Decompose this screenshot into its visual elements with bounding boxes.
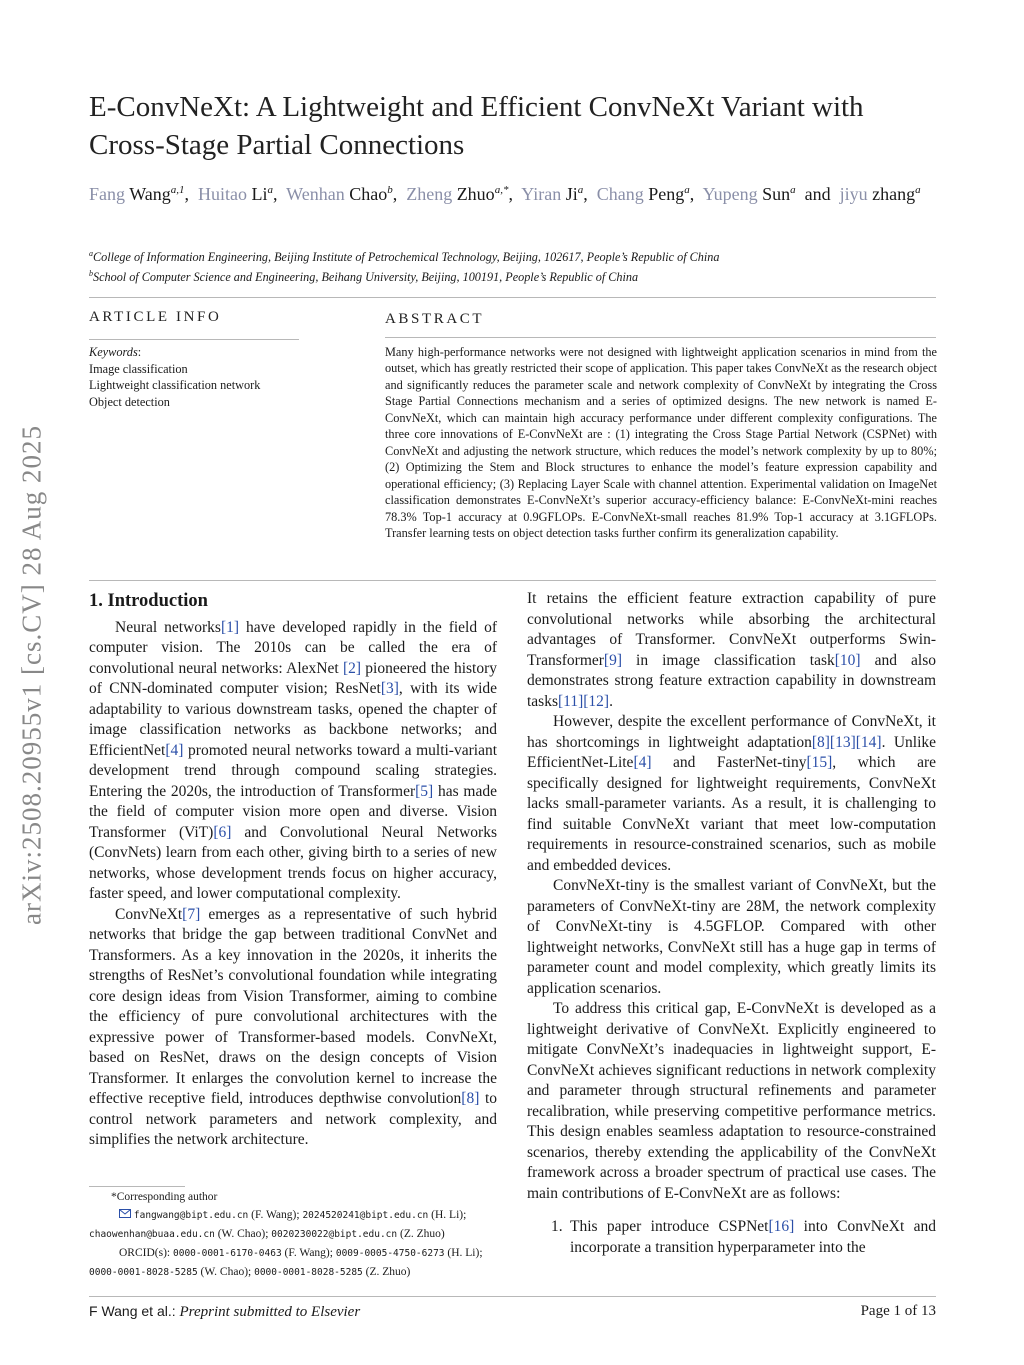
author-given-name: Fang xyxy=(89,184,125,204)
email-owner: (Z. Zhuo) xyxy=(397,1228,445,1240)
author-given-name: jiyu xyxy=(839,184,868,204)
citation-link[interactable]: [6] xyxy=(213,823,232,841)
affiliation-text: College of Information Engineering, Beijing Institute of Petrochemical Technology, Beijing, 102617, People’s Republic of China xyxy=(93,250,720,265)
body-paragraph xyxy=(89,905,497,1151)
author-given-name: Yiran xyxy=(521,184,562,204)
author-affiliation-marker: b xyxy=(387,184,393,196)
body-divider xyxy=(89,580,936,581)
citation-link[interactable]: [4] xyxy=(165,741,184,759)
text-run: It retains the efficient feature extraction capability of pure convolutional networks while absorbing the architectural advantages of Transformer. ConvNeXt outperforms Swin-Transformer xyxy=(527,590,936,669)
orcid-id[interactable]: 0000-0001-6170-0463 xyxy=(173,1248,282,1259)
text-run: This paper introduce CSPNet xyxy=(570,1218,769,1235)
email-owner: (F. Wang); xyxy=(248,1209,303,1221)
text-run: emerges as a representative of such hybrid networks that bridge the gap between traditional ConvNet and Transformers. As a key innovation in the 2020s, it inherits the strengths of ResNet’s convolutional foundation while integrating core design ideas from Vision Transformer, aiming to combine the efficiency of pure convolutional architectures with the expressive power of Transformer-based models. ConvNeXt, based on ResNet, draws on the design concepts of Vision Transformer. It enlarges the convolution kernel to increase the effective receptive field, introduces depthwise convolution xyxy=(89,905,497,1107)
body-paragraph xyxy=(527,589,936,712)
contribution-number: 1. xyxy=(551,1218,563,1235)
arxiv-identifier: arXiv:2508.20955v1 [cs.CV] 28 Aug 2025 xyxy=(16,425,47,925)
text-run: into ConvNeXt and incorporate a transition hyperparameter into the xyxy=(570,1218,936,1256)
body-paragraph xyxy=(527,876,936,999)
author-family-name: Sun xyxy=(762,184,791,204)
author-affiliation-marker: a xyxy=(790,184,796,196)
author-given-name: Huitao xyxy=(197,184,247,204)
citation-link[interactable]: [8] xyxy=(811,733,830,751)
text-run: promoted neural networks toward a multi-variant development trend through compound scaling strategies. Entering the 2020s, the introduction of Transformer xyxy=(89,741,497,800)
author-affiliation-marker: a xyxy=(577,184,584,196)
contribution-item xyxy=(527,1217,936,1258)
text-run: However, despite the excellent performance of ConvNeXt, it has shortcomings in lightweight adaptation xyxy=(527,713,936,751)
citation-link[interactable]: [12] xyxy=(583,692,610,710)
author-affiliation-marker: a xyxy=(684,184,690,196)
email-owner: (W. Chao); xyxy=(214,1228,272,1240)
envelope-icon xyxy=(119,1206,131,1224)
arxiv-side-stamp xyxy=(2,360,62,990)
citation-link[interactable]: [14] xyxy=(855,733,882,751)
text-run: To address this critical gap, E-ConvNeXt is developed as a lightweight derivative of ConvNeXt. Explicitly engineered to mitigate ConvNeXt’s inadequacies in lightweight support, E-ConvNeXt achieves significant reductions in network complexity and parameter through structural refinements and parameter recalibration, while preserving competitive performance metrics. This design enables seamless adaptation to resource-constrained scenarios, thereby extending the applicability of the ConvNeXt framework across a broader spectrum of practical use cases. The main contributions of E-ConvNeXt are as follows: xyxy=(527,1000,936,1202)
text-run: and FasterNet-tiny xyxy=(651,754,807,771)
author-affiliation-marker: a xyxy=(915,184,921,196)
author-separator: , xyxy=(392,184,398,204)
author-separator: , xyxy=(184,184,189,204)
author-given-name: Zheng xyxy=(406,184,453,204)
right-column xyxy=(527,589,936,1258)
text-run: ConvNeXt-tiny is the smallest variant of ConvNeXt, but the parameters of ConvNeXt-tiny are 28M, the network complexity of ConvNeXt-tiny is 4.5GFLOP. Compared with other lightweight networks, ConvNeXt still has a huge gap in terms of parameter count and model complexity, which greatly limits its application scenarios. xyxy=(527,877,936,997)
page-number: Page 1 of 13 xyxy=(860,1303,936,1319)
author-given-name: Yupeng xyxy=(702,184,758,204)
footnote-block xyxy=(89,1188,509,1282)
citation-link[interactable]: [16] xyxy=(768,1218,795,1235)
orcid-id[interactable]: 0000-0001-8028-5285 xyxy=(89,1267,198,1278)
text-run: ConvNeXt xyxy=(115,905,183,923)
email-address[interactable]: fangwang@bipt.edu.cn xyxy=(133,1210,249,1221)
text-run: have developed rapidly in the field of computer vision. The 2010s can be called the era of convolutional neural networks: AlexNet xyxy=(89,618,497,677)
author-separator: , xyxy=(508,184,513,204)
citation-link[interactable]: [10] xyxy=(834,651,861,669)
text-run: to control network parameters and network complexity, and simplifies the network architecture. xyxy=(89,1090,497,1148)
email-address[interactable]: 0020230022@bipt.edu.cn xyxy=(271,1229,398,1240)
abstract-rule xyxy=(385,337,936,338)
article-info-rule xyxy=(89,339,299,340)
keyword-item: Image classification xyxy=(89,361,188,376)
citation-link[interactable]: [1] xyxy=(220,618,240,636)
corresponding-author-note: *Corresponding author xyxy=(111,1191,218,1203)
citation-link[interactable]: [7] xyxy=(182,905,201,923)
citation-link[interactable]: [2] xyxy=(342,659,362,677)
affiliation-marker: a xyxy=(89,249,93,258)
keyword-item: Object detection xyxy=(89,394,170,409)
text-run: pioneered the history of CNN-dominated computer vision; ResNet xyxy=(89,659,497,697)
author-affiliation-marker: a xyxy=(267,184,273,196)
keywords-label: Keywords xyxy=(89,345,138,359)
text-run: has made the field of computer vision more open and diverse. Vision Transformer (ViT) xyxy=(89,782,498,841)
citation-link[interactable]: [4] xyxy=(633,754,652,771)
text-run: . xyxy=(609,692,613,710)
text-run: , with its wide adaptability to various downstream tasks, opened the chapter of image classification networks as backbone networks; and EfficientNet xyxy=(89,680,498,759)
footer-author: F Wang et al.: xyxy=(89,1303,180,1319)
affiliation-marker: b xyxy=(89,269,93,278)
author-family-name: Wang xyxy=(129,184,171,204)
orcid-owner: (W. Chao); xyxy=(197,1266,255,1278)
section-heading: 1. Introduction xyxy=(89,591,208,611)
author-family-name: zhang xyxy=(872,184,916,204)
body-paragraph xyxy=(89,618,497,905)
email-address[interactable]: chaowenhan@buaa.edu.cn xyxy=(89,1229,215,1240)
orcid-owner: (H. Li); xyxy=(444,1247,483,1259)
keyword-item: Lightweight classification network xyxy=(89,378,261,392)
author-family-name: Ji xyxy=(565,184,578,204)
footnote-rule xyxy=(89,1186,185,1187)
author-list xyxy=(89,178,949,207)
affiliation-b xyxy=(89,264,949,287)
email-list xyxy=(89,1206,509,1244)
header-divider xyxy=(89,297,936,298)
citation-link[interactable]: [5] xyxy=(415,782,434,800)
footer-left xyxy=(89,1303,360,1321)
author-family-name: Zhuo xyxy=(456,184,495,204)
abstract-body: Many high-performance networks were not designed with lightweight application scenarios in mind from the outset, which has greatly restricted their scope of application. This paper takes ConvNeXt as the research object and significantly reduces the parameter scale and network complexity of ConvNeXt by integrating the Cross Stage Partial Connections mechanism and a series of optimized designs. The new network is named E-ConvNeXt, which can maintain high accuracy performance under different complexity configurations. The three core innovations of E-ConvNeXt are : (1) integrating the Cross Stage Partial Network (CSPNet) with ConvNeXt and adjusting the network structure, which reduces the model’s network complexity by up to 80%; (2) Optimizing the Stem and Block structures to enhance the model’s feature expression capability and operational efficiency; (3) Replacing Layer Scale with channel attention. Experimental validation on ImageNet classification demonstrates E-ConvNeXt’s superior accuracy-efficiency balance: E-ConvNeXt-mini reaches 78.3% Top-1 accuracy at 0.9GFLOPs. E-ConvNeXt-small reaches 81.9% Top-1 accuracy at 3.1GFLOPs. Transfer learning tests on object detection tasks further confirm its generalization capability. xyxy=(385,345,937,540)
title-line-2: Cross-Stage Partial Connections xyxy=(89,129,465,161)
text-run: and also demonstrates strong feature extraction capability in downstream tasks xyxy=(527,651,936,710)
author-family-name: Chao xyxy=(349,184,388,204)
author-affiliation-marker: a,1 xyxy=(170,184,185,196)
author-family-name: Li xyxy=(251,184,268,204)
text-run: . Unlike EfficientNet-Lite xyxy=(527,733,936,771)
orcid-label: ORCID(s): xyxy=(119,1247,173,1259)
keywords-block: Keywords: Image classification Lightweight classification network Object detection xyxy=(89,344,309,410)
author-separator: , xyxy=(272,184,278,204)
citation-link[interactable]: [13] xyxy=(829,733,856,751)
email-owner: (H. Li); xyxy=(428,1209,467,1221)
left-column xyxy=(89,591,497,1151)
contribution-list xyxy=(527,1217,936,1258)
text-run: in image classification task xyxy=(622,651,835,669)
footer-rule xyxy=(89,1296,936,1297)
citation-link[interactable]: [9] xyxy=(603,651,622,669)
text-run: Neural networks xyxy=(115,618,221,636)
contribution-text xyxy=(570,1218,936,1256)
paper-title xyxy=(89,88,969,164)
article-info-heading: ARTICLE INFO xyxy=(89,309,222,325)
orcid-id[interactable]: 0000-0001-8028-5285 xyxy=(254,1267,363,1278)
affiliation-text: School of Computer Science and Engineering, Beihang University, Beijing, 100191, People’s Republic of China xyxy=(93,270,639,285)
abstract-heading: ABSTRACT xyxy=(385,311,485,327)
citation-link[interactable]: [11] xyxy=(558,692,584,710)
body-paragraph xyxy=(527,999,936,1204)
author-and: and xyxy=(804,184,831,204)
author-given-name: Chang xyxy=(596,184,644,204)
author-separator: , xyxy=(583,184,588,204)
body-paragraph xyxy=(527,712,936,876)
footer-venue: Preprint submitted to Elsevier xyxy=(179,1304,361,1320)
citation-link[interactable]: [8] xyxy=(461,1090,480,1107)
title-line-1: E-ConvNeXt: A Lightweight and Efficient ConvNeXt Variant with xyxy=(89,91,864,123)
orcid-list xyxy=(89,1244,509,1282)
orcid-owner: (F. Wang); xyxy=(281,1247,336,1259)
citation-link[interactable]: [15] xyxy=(806,754,833,771)
orcid-id[interactable]: 0009-0005-4750-6273 xyxy=(335,1248,445,1259)
author-given-name: Wenhan xyxy=(286,184,345,204)
author-affiliation-marker: a,* xyxy=(494,184,509,196)
citation-link[interactable]: [3] xyxy=(380,680,399,697)
text-run: , which are specifically designed for lightweight requirements, ConvNeXt lacks small-parameter variants. As a result, it is challenging to find suitable ConvNeXt variant that meet low-computation requirements in resource-constrained scenarios, such as mobile and embedded devices. xyxy=(527,754,936,874)
orcid-owner: (Z. Zhuo) xyxy=(362,1266,411,1278)
email-address[interactable]: 2024520241@bipt.edu.cn xyxy=(302,1210,429,1221)
text-run: and Convolutional Neural Networks (ConvNets) learn from each other, giving birth to a series of new networks, whose development trends focus on higher accuracy, faster speed, and lower computational complexity. xyxy=(89,823,498,902)
author-separator: , xyxy=(689,184,695,204)
author-family-name: Peng xyxy=(648,184,685,204)
